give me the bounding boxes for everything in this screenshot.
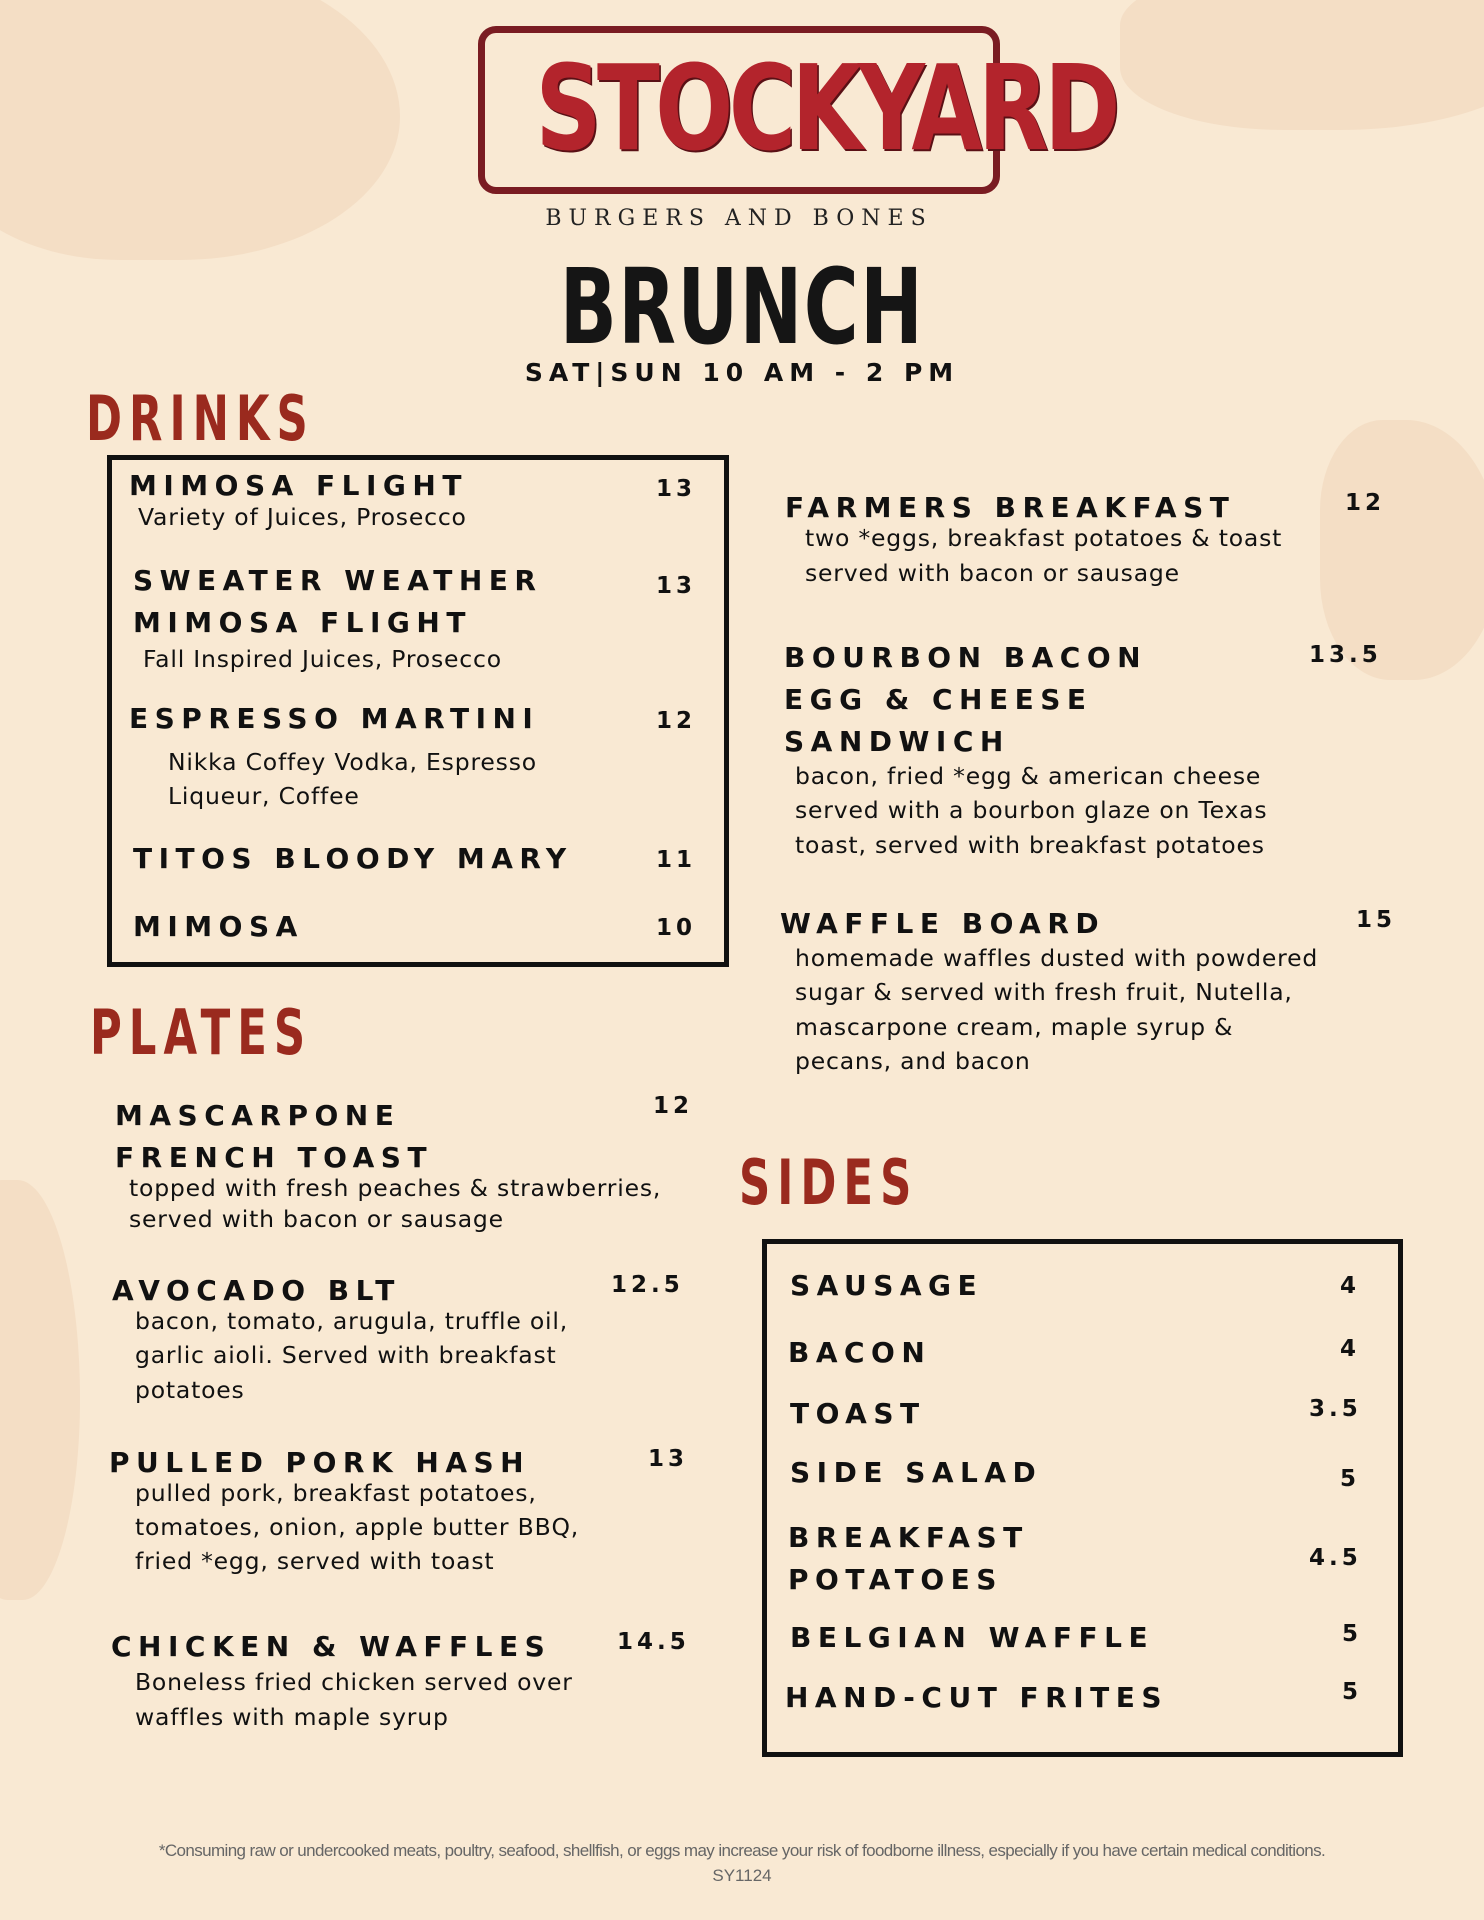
plate-price: 12 bbox=[653, 1093, 694, 1119]
plate-name: FRENCH TOAST bbox=[115, 1141, 434, 1174]
side-name: TOAST bbox=[790, 1397, 926, 1430]
plate-desc: pecans, and bacon bbox=[795, 1047, 1031, 1075]
drink-name: SWEATER WEATHER bbox=[133, 564, 543, 597]
plate-name: SANDWICH bbox=[784, 725, 1010, 758]
background-texture bbox=[0, 1180, 80, 1600]
background-texture bbox=[0, 0, 400, 260]
plate-desc: bacon, fried *egg & american cheese bbox=[795, 762, 1262, 790]
side-price: 5 bbox=[1342, 1679, 1363, 1705]
plate-desc: sugar & served with fresh fruit, Nutella, bbox=[795, 978, 1293, 1006]
drink-desc: Liqueur, Coffee bbox=[168, 782, 360, 810]
drink-desc: Nikka Coffey Vodka, Espresso bbox=[168, 748, 537, 776]
menu-hours: SAT|SUN 10 AM - 2 PM bbox=[524, 358, 960, 387]
side-price: 4.5 bbox=[1309, 1545, 1362, 1571]
drink-price: 11 bbox=[656, 847, 697, 873]
plate-name: WAFFLE BOARD bbox=[780, 907, 1106, 940]
plate-desc: mascarpone cream, maple syrup & bbox=[795, 1013, 1234, 1041]
drink-desc: Variety of Juices, Prosecco bbox=[138, 503, 467, 531]
side-name: BACON bbox=[788, 1336, 932, 1369]
side-price: 5 bbox=[1342, 1621, 1363, 1647]
side-name: BREAKFAST bbox=[788, 1521, 1029, 1554]
drink-name: TITOS BLOODY MARY bbox=[133, 842, 573, 875]
side-name: BELGIAN WAFFLE bbox=[790, 1621, 1155, 1654]
background-texture bbox=[1120, 0, 1484, 130]
plate-desc: two *eggs, breakfast potatoes & toast bbox=[805, 524, 1283, 552]
side-name: POTATOES bbox=[788, 1563, 1003, 1596]
menu-title: BRUNCH bbox=[559, 246, 925, 368]
plate-desc: waffles with maple syrup bbox=[135, 1703, 449, 1731]
plate-name: MASCARPONE bbox=[115, 1099, 401, 1132]
plate-price: 12 bbox=[1345, 490, 1386, 516]
drink-name: MIMOSA FLIGHT bbox=[133, 606, 472, 639]
plate-desc: potatoes bbox=[135, 1376, 245, 1404]
side-price: 3.5 bbox=[1309, 1396, 1362, 1422]
side-price: 4 bbox=[1340, 1273, 1361, 1299]
drink-name: MIMOSA FLIGHT bbox=[129, 469, 468, 502]
plate-desc: Boneless fried chicken served over bbox=[135, 1668, 573, 1696]
plate-desc: homemade waffles dusted with powdered bbox=[795, 944, 1319, 972]
plate-name: BOURBON BACON bbox=[784, 641, 1148, 674]
drink-name: MIMOSA bbox=[133, 910, 304, 943]
side-name: SIDE SALAD bbox=[790, 1456, 1043, 1489]
menu-code: SY1124 bbox=[712, 1866, 772, 1885]
plate-desc: garlic aioli. Served with breakfast bbox=[135, 1341, 557, 1369]
drink-desc: Fall Inspired Juices, Prosecco bbox=[143, 645, 502, 673]
drink-price: 13 bbox=[656, 476, 697, 502]
plates-heading: PLATES bbox=[90, 996, 313, 1069]
sides-heading: SIDES bbox=[739, 1146, 919, 1219]
drink-price: 13 bbox=[656, 573, 697, 599]
plate-price: 15 bbox=[1356, 907, 1397, 933]
plate-name: FARMERS BREAKFAST bbox=[785, 491, 1236, 524]
logo: STOCKYARD bbox=[535, 39, 1116, 177]
plate-name: PULLED PORK HASH bbox=[109, 1446, 531, 1479]
plate-name: EGG & CHEESE bbox=[784, 683, 1093, 716]
plate-name: AVOCADO BLT bbox=[112, 1274, 401, 1307]
plate-price: 14.5 bbox=[617, 1629, 690, 1655]
side-name: HAND-CUT FRITES bbox=[785, 1681, 1169, 1714]
drink-price: 10 bbox=[656, 915, 697, 941]
plate-desc: toast, served with breakfast potatoes bbox=[795, 831, 1265, 859]
plate-desc: pulled pork, breakfast potatoes, bbox=[135, 1479, 537, 1507]
side-name: SAUSAGE bbox=[790, 1269, 984, 1302]
plate-price: 13 bbox=[648, 1446, 689, 1472]
plate-desc: tomatoes, onion, apple butter BBQ, bbox=[135, 1513, 580, 1541]
plate-price: 13.5 bbox=[1309, 642, 1382, 668]
disclaimer: *Consuming raw or undercooked meats, poultry, seafood, shellfish, or eggs may increase your risk of foodborne illness, especially if you have certain medical conditions. bbox=[158, 1841, 1326, 1860]
side-price: 5 bbox=[1340, 1466, 1361, 1492]
drinks-heading: DRINKS bbox=[86, 382, 315, 455]
plate-desc: served with a bourbon glaze on Texas bbox=[795, 796, 1268, 824]
plate-desc: bacon, tomato, arugula, truffle oil, bbox=[135, 1307, 568, 1335]
plate-name: CHICKEN & WAFFLES bbox=[111, 1630, 552, 1663]
plate-price: 12.5 bbox=[611, 1272, 684, 1298]
plate-desc: served with bacon or sausage bbox=[805, 559, 1180, 587]
drink-price: 12 bbox=[656, 708, 697, 734]
logo-tagline: BURGERS AND BONES bbox=[545, 206, 933, 231]
plate-desc: topped with fresh peaches & strawberries, bbox=[129, 1174, 662, 1202]
plate-desc: served with bacon or sausage bbox=[129, 1205, 504, 1233]
side-price: 4 bbox=[1340, 1336, 1361, 1362]
drink-name: ESPRESSO MARTINI bbox=[129, 702, 540, 735]
plate-desc: fried *egg, served with toast bbox=[135, 1547, 495, 1575]
